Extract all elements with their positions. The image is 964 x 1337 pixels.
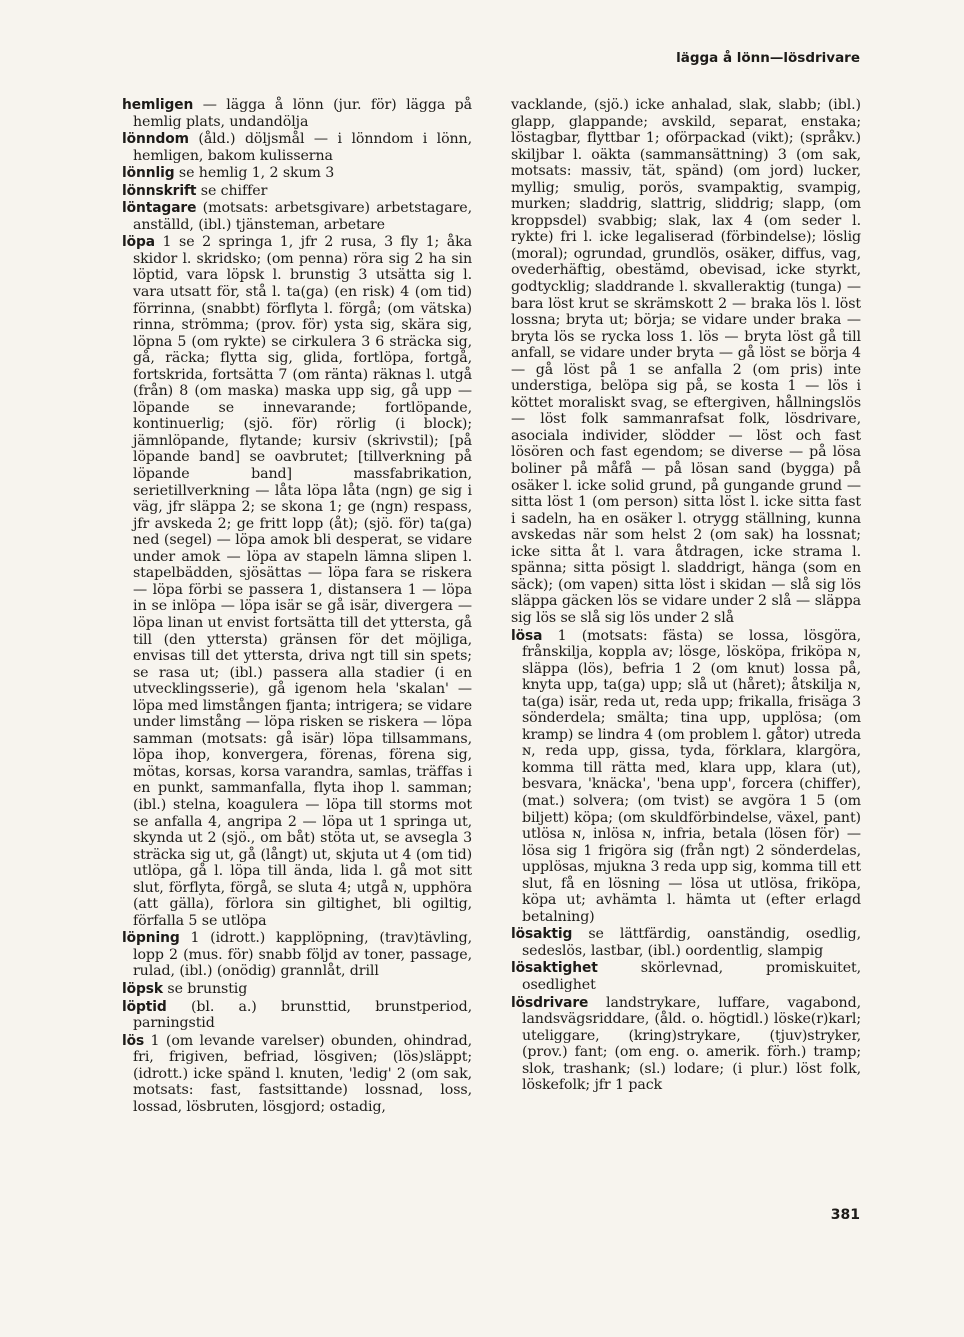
definition: landstrykare, luffare, vagabond, landsvägsriddare, (åld. o. högtidl.) löske(r)karl; uteliggare, (kring)strykare, (tjuv)stryker, (prov.) fant; (om eng. o. amerik. förh.) tramp; slok, trashank; (sl.) lodare; (i plur.) löst folk, löskefolk; jfr 1 pack xyxy=(522,994,861,1094)
page-number: 381 xyxy=(830,1207,860,1223)
dictionary-entry xyxy=(122,200,472,233)
dictionary-entry xyxy=(122,999,472,1032)
definition: skörlevnad, promiskuitet, osedlighet xyxy=(522,960,861,993)
dictionary-entry xyxy=(511,960,861,993)
headword: löpning xyxy=(122,930,180,947)
dictionary-entry xyxy=(122,131,472,164)
dictionary-entry xyxy=(511,926,861,959)
definition: vacklande, (sjö.) icke anhalad, slak, slabb; (ibl.) glapp, glappande; avskild, separat, enstaka; löstagbar, flyttbar 1; oförpackad (vikt); (språkv.) skiljbar l. oäkta (sammansättning) 3 (om sak, motsats: massiv, tät, spänd) (om jord) lucker, myllig; smulig, porös, svampaktig, svampig, murken; sladdrig, slattrig, sliddrig; slapp, (om kroppsdel) svabbig; slak, lax 4 (om seder l. rykte) fri l. icke legaliserad (förbindelse); löslig (moral); ogrundad, grundlös, osäker, diffus, vag, ovederhäftig, obestämd, obevisad, icke styrkt, godtycklig; sladdrande l. skvalleraktig (tunga) — bara löst krut se skrämskott 2 — braka lös l. löst lossna; bryta ut; börja; se vidare under braka — bryta lös se rycka loss 1. lös — bryta löst gå till anfall, se vidare under bryta — gå löst se börja 4 — gå löst på 1 se anfalla 2 (om pris) inte understiga, belöpa sig på, se kosta 1 — lös i köttet moraliskt svag, se eftergiven, hållningslös — löst folk sammanrafsat folk, lösdrivare, asociala individer, slödder — löst och fast lösören och fast egendom; se diverse — på lösa boliner på måfå — på lösan sand (bygga) på osäker l. icke solid grund, på gungande grund — sitta löst 1 (om person) sitta löst l. icke sitta fast i sadeln, ha en osäker l. otrygg ställning, kunna avskedas när som helst 2 (om sak) ha lossnat; icke sitta åt l. vara åtdragen, icke strama l. spänna; sitta pösigt l. sladdrigt, hänga (som en säck); (om vapen) sitta löst i skidan — slå sig lös släppa gäcken lös se vidare under 2 slå — släppa sig lös se slå sig lös under 2 slå xyxy=(511,97,861,626)
dictionary-entry xyxy=(122,1033,472,1116)
headword: lönndom xyxy=(122,131,189,148)
headword: lösaktighet xyxy=(511,960,598,977)
dictionary-entry xyxy=(122,97,472,130)
headword: lösaktig xyxy=(511,926,573,943)
headword: lös xyxy=(122,1032,145,1049)
headword: löpa xyxy=(122,234,155,251)
headword: löntagare xyxy=(122,200,197,217)
definition: se brunstig xyxy=(162,980,248,997)
definition: se lättfärdig, oanständig, osedlig, sedeslös, lastbar, (ibl.) oordentlig, slampig xyxy=(522,926,861,959)
dictionary-entry-continued xyxy=(511,97,861,627)
running-head: lägga å lönn—lösdrivare xyxy=(676,50,860,66)
definition: se hemlig 1, 2 skum 3 xyxy=(174,165,335,182)
headword: lönnlig xyxy=(122,165,175,182)
headword: lösa xyxy=(511,627,543,644)
headword: lösdrivare xyxy=(511,994,589,1011)
right-column xyxy=(511,97,861,1095)
left-column xyxy=(122,97,472,1116)
definition: 1 (motsats: fästa) se lossa, lösgöra, frånskilja, koppla av; lösge, lösköpa, friköpa ɴ, släppa (lös), befria 1 2 (om knut) lossa på, knyta upp, ta(ga) upp; slå ut (håret); åtskilja ɴ, ta(ga) isär, reda ut, reda upp; frikalla, frisäga 3 sönderdela; smälta; tina upp, upplösa; (om kramp) se lindra 4 (om problem l. gåtor) utreda ɴ, reda upp, gissa, tyda, förklara, klargöra, komma till rätta med, klara upp, klara (ut), besvara, 'knäcka', 'bena upp', forcera (chiffer), (mat.) solvera; (om tvist) se avgöra 1 5 (om biljett) köpa; (om skuldförbindelse, växel, pant) utlösa ɴ, inlösa ɴ, infria, betala (lösen för) — lösa sig 1 frigöra sig (från ngt) 2 sönderdelas, upplösas, mjukna 3 reda upp sig, komma till ett slut, få en lösning — lösa ut utlösa, friköpa, köpa ut; avhämta l. hämta ut (efter erlagd betalning) xyxy=(522,627,861,925)
headword: hemligen xyxy=(122,97,194,113)
dictionary-entry xyxy=(511,628,861,926)
dictionary-entry xyxy=(122,234,472,929)
definition: (motsats: arbetsgivare) arbetstagare, anställd, (ibl.) tjänsteman, arbetare xyxy=(133,200,472,233)
definition: (bl. a.) brunsttid, brunstperiod, parningstid xyxy=(133,998,472,1032)
dictionary-entry xyxy=(122,165,472,182)
definition: (åld.) döljsmål — i lönndom i lönn, hemligen, bakom kulisserna xyxy=(133,131,472,164)
definition: 1 se 2 springa 1, jfr 2 rusa, 3 fly 1; åka skidor l. skridsko; (om penna) röra sig 2 ha sin löptid, vara löpsk l. brunstig 3 utsätta sig l. vara utsatt för, stå l. ta(ga) (en risk) 4 (om tid) förrinna, (snabbt) förflyta l. förgå; (om vätska) rinna, strömma; (prov. för) ysta sig, skära sig, löpna 5 (om rykte) se cirkulera 3 6 sträcka sig, gå, räcka; flytta sig, glida, fortlöpa, fortgå, fortskrida, fortsätta 7 (om ränta) räknas l. utgå (från) 8 (om maska) maska upp sig, gå upp — löpande se innevarande; fortlöpande, kontinuerlig; (sjö. för) rörlig (i block); jämnlöpande, flytande; kursiv (skrivstil); [på löpande band] se oavbrutet; [tillverkning på löpande band] massfabrikation, serietillverkning — låta löpa låta (ngn) ge sig i väg, jfr släppa 2; se skona 1; ge (ngn) respass, jfr avskeda 2; ge fritt lopp (åt); (sjö. för) ta(ga) ned (segel) — löpa amok bli desperat, se vidare under amok — löpa av stapeln lämna slipen l. stapelbädden, sjösättas — löpa fara se riskera — löpa förbi se passera 1, distansera 1 — löpa in se inlöpa — löpa isär se gå isär, divergera — löpa linan ut envist fortsätta till det yttersta, gå till (den yttersta) gränsen för det möjliga, envisas till det yttersta, driva ngt till sin spets; se rasa ut; (ibl.) passera alla stadier (i en utvecklingsserie), gå igenom hela 'skalan' — löpa med limstången fjanta; intrigera; se vidare under limstång — löpa risken se riskera — löpa samman (motsats: gå isär) löpa tillsammans, löpa ihop, konvergera, förenas, förena sig, mötas, korsas, korsa varandra, samlas, träffas i en punkt, sammanfalla, flyta ihop l. samman; (ibl.) stelna, koagulera — löpa till storms mot se anfalla 4, angripa 2 — löpa ut 1 springa ut, skynda ut 2 (sjö., om båt) stöta ut, se avsegla 3 sträcka sig ut, gå (långt) ut, skjuta ut 4 (om tid) utlöpa, gå l. löpa till ända, lida l. gå mot sitt slut, förflyta, förgå, se sluta 4; utgå ɴ, upphöra (att gälla), förlora sin giltighet, bli ogiltig, förfalla 5 se utlöpa xyxy=(133,234,472,929)
definition: — lägga å lönn (jur. för) lägga på hemlig plats, undandölja xyxy=(133,97,472,130)
headword: lönnskrift xyxy=(122,182,197,199)
headword: löptid xyxy=(122,998,167,1015)
headword: löpsk xyxy=(122,980,163,997)
dictionary-entry xyxy=(511,995,861,1094)
definition: 1 (idrott.) kapplöpning, (trav)tävling, lopp 2 (mus. för) snabb följd av toner, passage, rulad, (ibl.) (onödig) grannlåt, drill xyxy=(133,930,472,980)
dictionary-entry xyxy=(122,981,472,998)
dictionary-entry xyxy=(122,183,472,200)
definition: se chiffer xyxy=(196,182,268,199)
dictionary-entry xyxy=(122,930,472,980)
definition: 1 (om levande varelser) obunden, ohindrad, fri, frigiven, befriad, lösgiven; (lös)släppt; (idrott.) icke spänd l. knuten, 'ledig' 2 (om sak, motsats: fast, fastsittande) lossnad, loss, lossad, lösbruten, lösgjord; ostadig, xyxy=(133,1032,472,1115)
